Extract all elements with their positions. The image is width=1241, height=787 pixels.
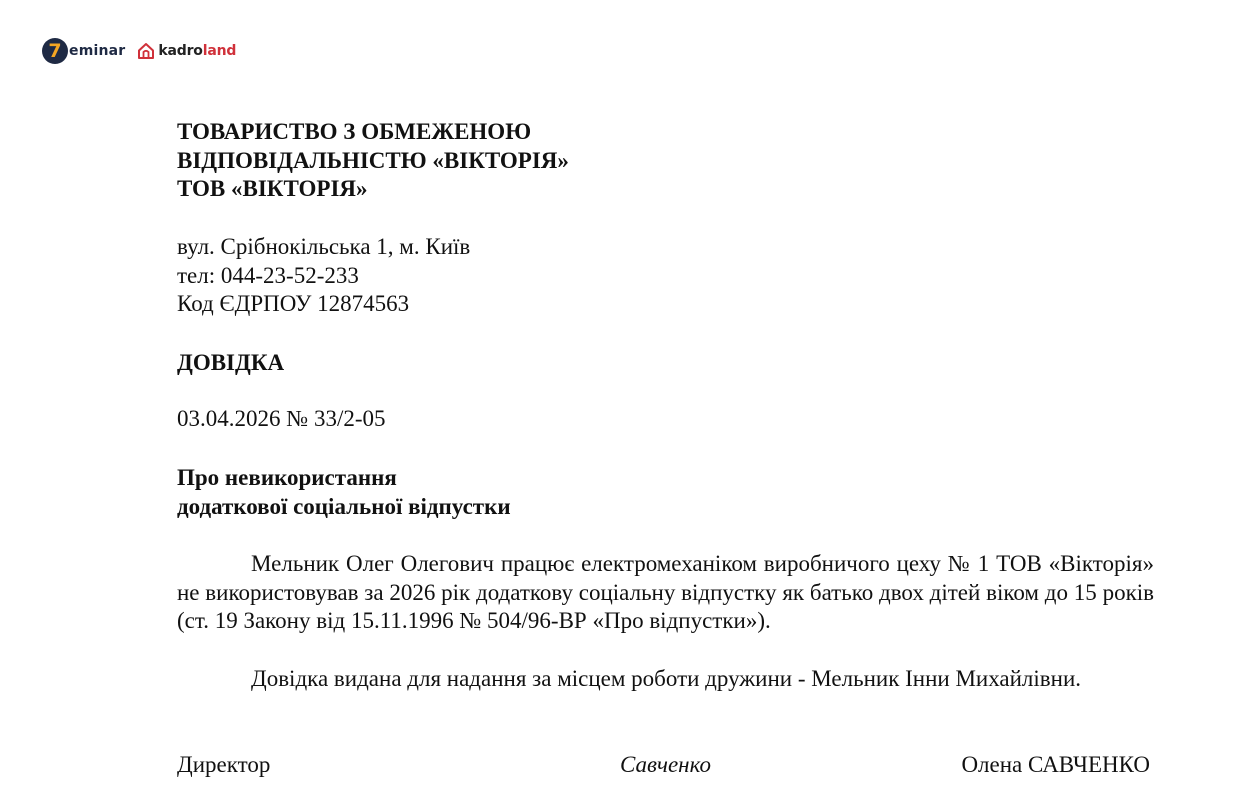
house-outline-icon (137, 42, 155, 60)
header-logos (42, 38, 236, 64)
organization-short-name: ТОВ «ВІКТОРІЯ» (177, 176, 368, 201)
signer-position: Директор (177, 752, 271, 777)
document-subject (177, 464, 511, 521)
kadroland-logo (137, 42, 236, 60)
kadroland-logo-text-accent: land (202, 43, 237, 59)
organization-details (177, 233, 470, 319)
kadroland-logo-text-dark: kadro (158, 43, 203, 59)
document-body-paragraph: Мельник Олег Олегович працює електромеханіком виробничого цеху № 1 ТОВ «Вікторія» не використовував за 2026 рік додаткову соціальну відпустку як батько двох дітей віком до 15 років (ст. 19 Закону від 15.11.1996 № 504/96-ВР «Про відпустки»). (177, 551, 1154, 633)
document-title: ДОВІДКА (177, 350, 285, 375)
signer-name: Олена САВЧЕНКО (961, 752, 1150, 777)
kadroland-logo-text (158, 43, 236, 59)
document-issued-for: Довідка видана для надання за місцем роботи дружини - Мельник Інни Михайлівни. (251, 666, 1082, 691)
organization-edrpou: Код ЄДРПОУ 12874563 (177, 291, 410, 316)
7eminar-logo-text: eminar (69, 43, 126, 59)
organization-full-name-line1: ТОВАРИСТВО З ОБМЕЖЕНОЮ (177, 119, 532, 144)
document-date-number: 03.04.2026 № 33/2-05 (177, 406, 386, 431)
organization-phone: тел: 044-23-52-233 (177, 262, 359, 288)
organization-full-name-line2: ВІДПОВІДАЛЬНІСТЮ «ВІКТОРІЯ» (177, 147, 569, 173)
7eminar-logo (42, 38, 125, 64)
organization-header (177, 118, 569, 204)
document-subject-line2: додаткової соціальної відпустки (177, 493, 511, 519)
7eminar-logo-mark: 7 (42, 38, 68, 64)
document-subject-line1: Про невикористання (177, 465, 397, 490)
organization-address: вул. Срібнокільська 1, м. Київ (177, 234, 471, 259)
signature-row (177, 751, 1150, 781)
signer-signature: Савченко (620, 752, 711, 777)
